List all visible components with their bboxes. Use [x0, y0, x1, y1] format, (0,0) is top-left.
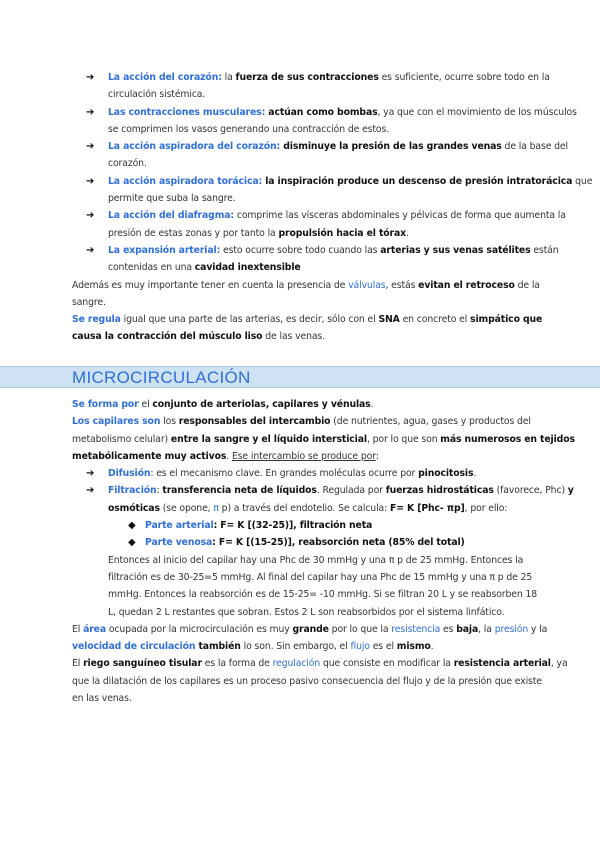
arrow-bullet-icon: ➔: [86, 210, 95, 222]
arrow-bullet-icon: ➔: [86, 244, 95, 256]
list-item-continuation: corazón.: [108, 158, 147, 170]
paragraph-valves: Además es muy importante tener en cuenta la presencia de válvulas, estás evitan el retroceso de la: [72, 279, 540, 291]
term: La acción del corazón:: [108, 72, 222, 83]
list-item-continuation: contenidas en una cavidad inextensible: [108, 262, 301, 274]
arrow-bullet-icon: ➔: [86, 141, 95, 153]
calc-line: Entonces al inicio del capilar hay una Phc de 30 mmHg y una π p de 25 mmHg. Entonces la: [108, 554, 524, 566]
arrow-bullet-icon: ➔: [86, 485, 95, 497]
arrow-bullet-icon: ➔: [86, 175, 95, 187]
arrow-bullet-icon: ➔: [86, 468, 95, 480]
list-item: ➔ La acción aspiradora del corazón: disminuye la presión de las grandes venas de la base del: [72, 138, 530, 155]
section-heading: MICROCIRCULACIÓN: [72, 368, 251, 387]
list-item-continuation: circulación sistémica.: [108, 89, 206, 101]
paragraph-tissue-flow: El riego sanguíneo tisular es la forma de regulación que consiste en modificar la resistencia arterial, ya: [72, 658, 568, 670]
list-item-continuation: presión de estas zonas y por tanto la propulsión hacia el tórax.: [108, 227, 409, 239]
microcirculation-section: Se forma por el conjunto de arteriolas, capilares y vénulas. Los capilares son los responsables del intercambio (de nutrientes, agua, gases y productos del metabolismo celular) entre la sangre y el líquido intersticial, por lo que son más numerosos en tejidos metabólicamente muy activos. Ese intercambio se produce por: ➔ Difusión: es el mecanismo clave. En grandes moléculas ocurre por pinocitosis. ➔ Filtración: transferencia neta de líquidos. Regulada por fuerzas hidrostáticas (favorece, Phc) y osmóticas (se opone, π p) a través del endotelio. Se calcula: F= K [Phc- πp], por ello: ◆ Parte arterial: F= K [(32-25)], filtración neta ◆ Parte venosa: F= K [(15-25)], reabsorción neta (85% del total) Entonces al inicio del capilar hay una Phc de 30 mmHg y una π p de 25 mmHg. Entonces la filtración es de 30-25=5 mmHg. Al final del capilar hay una Phc de 15 mmHg y una π p de 25 mmHg. Entonces la reabsorción es de 15-25= -10 mmHg. Si se filtran 20 L y se reabsorben 18 L, quedan 2 L restantes que sobran. Estos 2 L son reabsorbidos por el sistema linfático. El área ocupada por la microcirculación es muy grande por lo que la resistencia es baja, la presión y la velocidad de circulación también lo son. Sin embargo, el flujo es el mismo. El riego sanguíneo tisular es la forma de regulación que consiste en modificar la resistencia arterial, ya que la dilatación de los capilares es un proceso pasivo consecuencia del flujo y de la presión que existe en las venas.: [72, 399, 575, 705]
calc-line: L, quedan 2 L restantes que sobran. Estos 2 L son reabsorbidos por el sistema linfático.: [108, 606, 505, 618]
diamond-bullet-icon: ◆: [128, 520, 136, 532]
list-item-continuation: se comprimen los vasos generando una contracción de estos.: [108, 123, 390, 135]
list-item-continuation: osmóticas (se opone, π p) a través del endotelio. Se calcula: F= K [Phc- πp], por ello:: [108, 502, 508, 514]
sub-list-item: ◆ Parte arterial: F= K [(32-25)], filtración neta: [72, 517, 530, 534]
list-item: ➔ La expansión arterial: esto ocurre sobre todo cuando las arterias y sus venas satélites están: [72, 242, 530, 259]
arrow-bullet-icon: ➔: [86, 106, 95, 118]
calc-line: filtración es de 30-25=5 mmHg. Al final del capilar hay una Phc de 15 mmHg y una π p de 25: [108, 571, 533, 583]
list-item: ➔ La acción del diafragma: comprime las vísceras abdominales y pélvicas de forma que aumenta la: [72, 207, 530, 224]
diamond-bullet-icon: ◆: [128, 537, 136, 549]
arrow-bullet-icon: ➔: [86, 72, 95, 83]
sub-list-item: ◆ Parte venosa: F= K [(15-25)], reabsorción neta (85% del total): [72, 534, 530, 551]
list-item: ➔ La acción aspiradora torácica: la inspiración produce un descenso de presión intratorácica que: [72, 173, 530, 190]
paragraph-area: El área ocupada por la microcirculación es muy grande por lo que la resistencia es baja, la presión y la: [72, 623, 548, 635]
list-item: ➔ Filtración: transferencia neta de líquidos. Regulada por fuerzas hidrostáticas (favorece, Phc) y: [72, 482, 530, 499]
list-item: ➔ Las contracciones musculares: actúan como bombas, ya que con el movimiento de los músculos: [72, 104, 530, 121]
list-item-continuation: permite que suba la sangre.: [108, 193, 236, 205]
venous-return-section: ➔ La acción del corazón: la fuerza de sus contracciones es suficiente, ocurre sobre todo en la circulación sistémica. ➔ Las contracciones musculares: actúan como bombas, ya que con el movimiento de los músculos se comprimen los vasos generando una contracción de estos. ➔ La acción aspiradora del corazón: disminuye la presión de las grandes venas de la base del corazón. ➔ La acción aspiradora torácica: la inspiración produce un descenso de presión intratorácica que permite que suba la sangre. ➔ La acción del diafragma: comprime las vísceras abdominales y pélvicas de forma que aumenta la presión de estas zonas y por tanto la propulsión hacia el tórax. ➔ La expansión arterial: esto ocurre sobre todo cuando las arterias y sus venas satélites están contenidas en una cavidad inextensible Además es muy importante tener en cuenta la presencia de válvulas, estás evitan el retroceso de la sangre. Se regula igual que una parte de las arterias, es decir, sólo con el SNA en concreto el simpático que causa la contracción del músculo liso de las venas.: [72, 69, 530, 346]
paragraph-regulation: Se regula igual que una parte de las arterias, es decir, sólo con el SNA en concreto el simpático que: [72, 314, 543, 326]
calc-line: mmHg. Entonces la reabsorción es de 15-25= -10 mmHg. Si se filtran 20 L y se reabsorben 18: [108, 589, 538, 601]
list-item: ➔ La acción del corazón: la fuerza de sus contracciones es suficiente, ocurre sobre todo en la: [72, 69, 530, 86]
list-item: ➔ Difusión: es el mecanismo clave. En grandes moléculas ocurre por pinocitosis.: [72, 465, 530, 482]
